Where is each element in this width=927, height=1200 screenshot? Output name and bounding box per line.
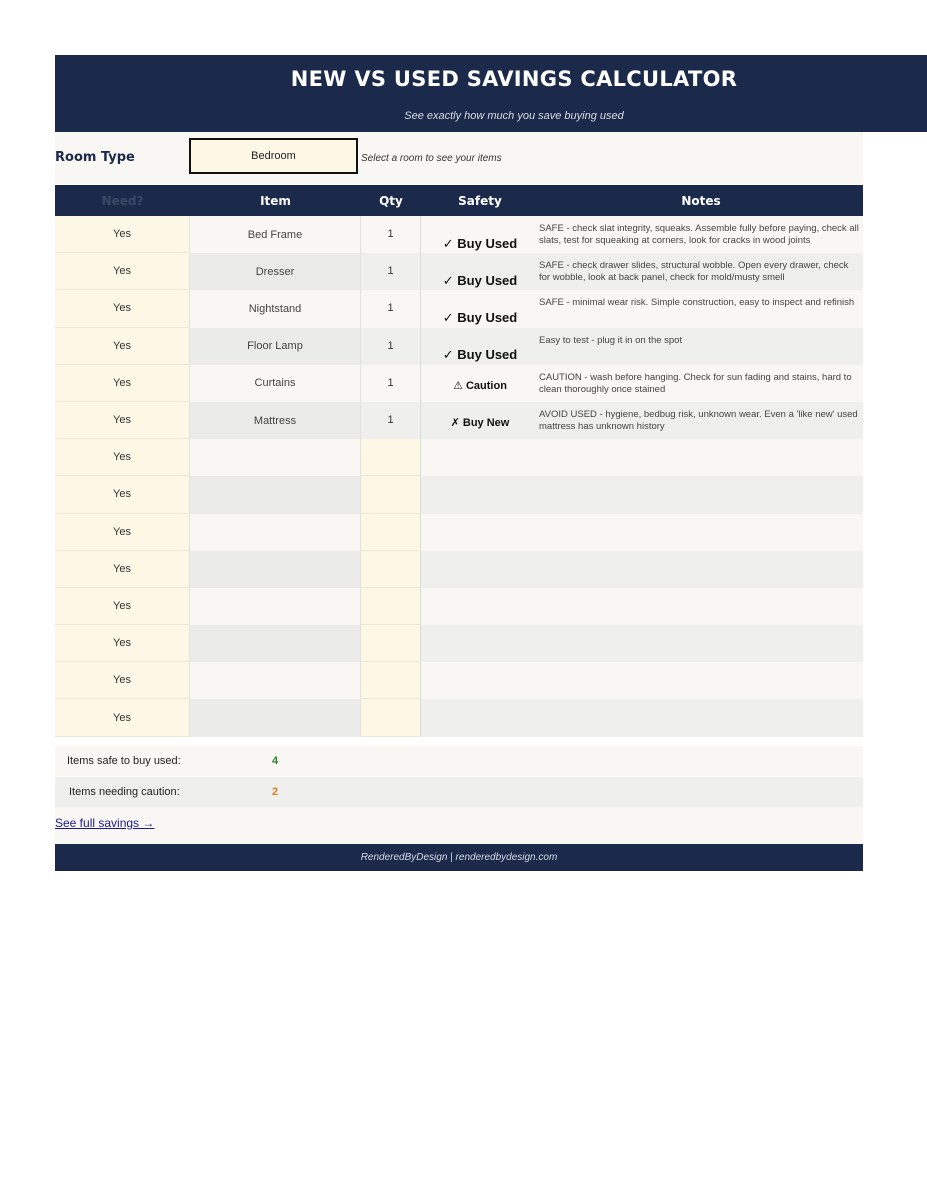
need-cell[interactable]: Yes: [55, 216, 190, 253]
item-cell: [190, 625, 361, 662]
safety-cell: [421, 514, 539, 551]
qty-cell[interactable]: 1: [361, 216, 421, 253]
item-cell: [190, 699, 361, 736]
notes-cell: [539, 699, 863, 736]
item-cell: [190, 551, 361, 588]
safety-cell: ✓ Buy Used: [442, 235, 518, 251]
qty-cell[interactable]: [361, 588, 421, 625]
need-cell[interactable]: Yes: [55, 439, 190, 476]
item-cell: [190, 476, 361, 513]
notes-cell: CAUTION - wash before hanging. Check for sun fading and stains, hard to clean thoroughly once stained: [539, 371, 852, 395]
link-row: [55, 807, 863, 844]
notes-cell: SAFE - minimal wear risk. Simple construction, easy to inspect and refinish: [539, 297, 855, 309]
need-cell[interactable]: Yes: [55, 551, 190, 588]
item-cell: Curtains: [190, 365, 361, 402]
table-row: [55, 439, 863, 476]
column-header-need: Need?: [101, 193, 144, 208]
need-cell[interactable]: Yes: [55, 588, 190, 625]
qty-cell[interactable]: [361, 551, 421, 588]
item-cell: Mattress: [190, 402, 361, 439]
header-banner: [55, 55, 927, 132]
qty-cell[interactable]: 1: [361, 290, 421, 327]
footer: RenderedByDesign | renderedbydesign.com: [55, 844, 863, 871]
item-cell: Floor Lamp: [190, 328, 361, 365]
item-cell: [190, 588, 361, 625]
safety-cell: [421, 625, 539, 662]
table-row: [55, 216, 863, 253]
notes-cell: [539, 514, 863, 551]
need-cell[interactable]: Yes: [55, 699, 190, 736]
notes-cell: Easy to test - plug it in on the spot: [539, 334, 683, 346]
need-cell[interactable]: Yes: [55, 662, 190, 699]
column-header-qty: Qty: [379, 193, 403, 208]
item-cell: [190, 662, 361, 699]
qty-cell[interactable]: 1: [361, 328, 421, 365]
need-cell[interactable]: Yes: [55, 514, 190, 551]
notes-cell: [539, 588, 863, 625]
items-table: [55, 185, 863, 737]
table-row: [55, 588, 863, 625]
table-header: [55, 185, 863, 216]
room-type-select[interactable]: Bedroom: [189, 138, 358, 174]
notes-cell: [539, 476, 863, 513]
column-header-notes: Notes: [681, 193, 721, 208]
notes-cell: AVOID USED - hygiene, bedbug risk, unknown wear. Even a 'like new' used mattress has unknown history: [539, 408, 858, 432]
safe-items-count: 4: [272, 755, 279, 767]
safety-cell: ⚠ Caution: [453, 379, 507, 392]
qty-cell[interactable]: [361, 625, 421, 662]
safety-cell: [421, 476, 539, 513]
notes-cell: [539, 439, 863, 476]
safety-cell: [421, 699, 539, 736]
safety-cell: [421, 588, 539, 625]
need-cell[interactable]: Yes: [55, 365, 190, 402]
safety-cell: [421, 551, 539, 588]
qty-cell[interactable]: [361, 514, 421, 551]
caution-items-label: Items needing caution:: [69, 786, 180, 798]
qty-cell[interactable]: [361, 476, 421, 513]
item-cell: Bed Frame: [190, 216, 361, 253]
qty-cell[interactable]: [361, 662, 421, 699]
need-cell[interactable]: Yes: [55, 290, 190, 327]
safety-cell: [421, 662, 539, 699]
room-type-hint: Select a room to see your items: [361, 153, 502, 164]
notes-cell: [539, 551, 863, 588]
room-type-row: [55, 132, 863, 184]
item-cell: Nightstand: [190, 290, 361, 327]
item-cell: Dresser: [190, 253, 361, 290]
need-cell[interactable]: Yes: [55, 328, 190, 365]
table-row: [55, 662, 863, 699]
page-subtitle: See exactly how much you save buying used: [404, 110, 624, 122]
safety-cell: [421, 439, 539, 476]
qty-cell[interactable]: 1: [361, 253, 421, 290]
table-row: [55, 402, 863, 439]
need-cell[interactable]: Yes: [55, 253, 190, 290]
room-type-label: Room Type: [55, 150, 135, 165]
need-cell[interactable]: Yes: [55, 402, 190, 439]
notes-cell: SAFE - check slat integrity, squeaks. Assemble fully before paying, check all slats, test for squeaking at corners, look for cracks in wood joints: [539, 223, 859, 246]
column-header-item: Item: [260, 193, 291, 208]
need-cell[interactable]: Yes: [55, 625, 190, 662]
table-row: [55, 699, 863, 736]
safety-cell: ✓ Buy Used: [442, 347, 518, 363]
table-row: [55, 625, 863, 662]
page-title: NEW VS USED SAVINGS CALCULATOR: [290, 67, 738, 91]
table-row: [55, 514, 863, 551]
qty-cell[interactable]: [361, 699, 421, 736]
caution-items-summary: [55, 777, 863, 807]
table-row: [55, 365, 863, 402]
need-cell[interactable]: Yes: [55, 476, 190, 513]
table-row: [55, 328, 863, 365]
notes-cell: [539, 625, 863, 662]
item-cell: [190, 439, 361, 476]
table-row: [55, 551, 863, 588]
notes-cell: SAFE - check drawer slides, structural wobble. Open every drawer, check for wobble, look at back panel, check for mold/musty smell: [539, 260, 849, 284]
notes-cell: [539, 662, 863, 699]
safety-cell: ✗ Buy New: [450, 417, 510, 430]
caution-items-count: 2: [272, 786, 279, 798]
qty-cell[interactable]: 1: [361, 402, 421, 439]
qty-cell[interactable]: [361, 439, 421, 476]
safe-items-summary: [55, 746, 863, 776]
safety-cell: ✓ Buy Used: [442, 309, 518, 325]
table-row: [55, 290, 863, 327]
qty-cell[interactable]: 1: [361, 365, 421, 402]
table-row: [55, 253, 863, 290]
table-row: [55, 476, 863, 513]
safety-cell: ✓ Buy Used: [442, 272, 518, 288]
safe-items-label: Items safe to buy used:: [67, 755, 181, 767]
column-header-safety: Safety: [458, 193, 502, 208]
item-cell: [190, 514, 361, 551]
see-full-savings-link[interactable]: See full savings →: [55, 816, 155, 830]
